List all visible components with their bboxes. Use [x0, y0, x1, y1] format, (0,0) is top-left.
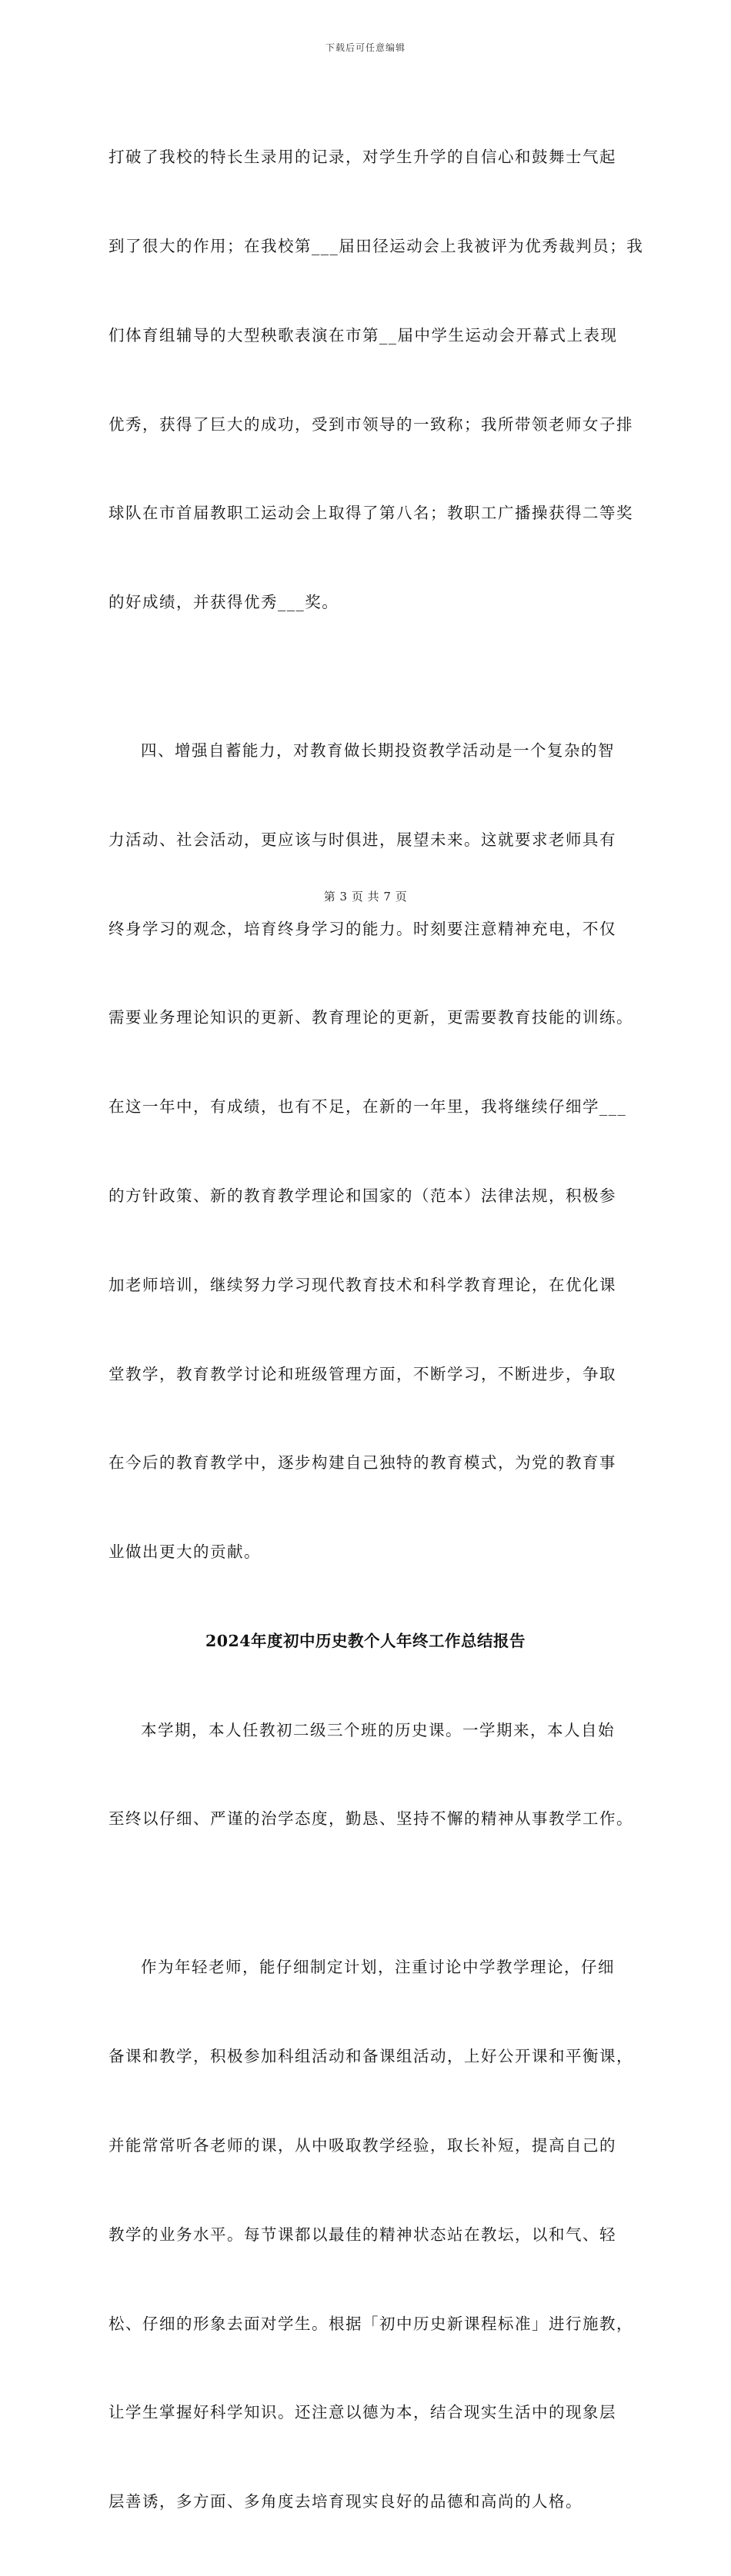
- document-body: [108, 83, 644, 2576]
- text-line: 到了很大的作用；在我校第___届田径运动会上我被评为优秀裁判员；我: [108, 236, 644, 255]
- text-line: 业做出更大的贡献。: [108, 1543, 261, 1562]
- text-line: 加老师培训，继续努力学习现代教育技术和科学教育理论，在优化课: [108, 1275, 616, 1294]
- text-line: 堂教学，教育教学讨论和班级管理方面，不断学习，不断进步，争取: [108, 1364, 616, 1383]
- text-line: 松、仔细的形象去面对学生。根据「初中历史新课程标准」进行施教，: [108, 2314, 633, 2333]
- text-line: 并能常常听各老师的课，从中吸取教学经验，取长补短，提高自己的: [108, 2135, 616, 2155]
- text-line: 教学的业务水平。每节课都以最佳的精神状态站在教坛，以和气、轻: [108, 2225, 616, 2244]
- text-line: 四、增强自蓄能力，对教育做长期投资教学活动是一个复杂的智: [141, 741, 615, 760]
- page-number: 第 3 页 共 7 页: [323, 890, 408, 904]
- paragraph-teaching: [108, 1893, 633, 2576]
- text-line: 优秀，获得了巨大的成功，受到市领导的一致称；我所带领老师女子排: [108, 414, 633, 434]
- section-heading: 2024年度初中历史教个人年终工作总结报告: [205, 1631, 526, 1650]
- text-line: 终身学习的观念，培育终身学习的能力。时刻要注意精神充电，不仅: [108, 919, 616, 938]
- text-line: 至终以仔细、严谨的治学态度，勤恳、坚持不懈的精神从事教学工作。: [108, 1809, 633, 1829]
- text-line: 在今后的教育教学中，逐步构建自己独特的教育模式，为党的教育事: [108, 1453, 616, 1473]
- paragraph-intro: [108, 1656, 633, 1893]
- paragraph-achievements: [108, 83, 644, 677]
- text-line: 让学生掌握好科学知识。还注意以德为本，结合现实生活中的现象层: [108, 2403, 616, 2422]
- text-line: 打破了我校的特长生录用的记录，对学生升学的自信心和鼓舞士气起: [108, 148, 616, 167]
- text-line: 球队在市首届教职工运动会上取得了第八名；教职工广播操获得二等奖: [108, 504, 633, 523]
- text-line: 本学期，本人任教初二级三个班的历史课。一学期来，本人自始: [141, 1720, 615, 1739]
- text-line: 们体育组辅导的大型秧歌表演在市第__届中学生运动会开幕式上表现: [108, 325, 618, 344]
- text-line: 在这一年中，有成绩，也有不足，在新的一年里，我将继续仔细学___: [108, 1097, 627, 1117]
- header-note: 下载后可任意编辑: [325, 42, 406, 53]
- paragraph-self-improvement: [108, 677, 633, 1626]
- text-line: 备课和教学，积极参加科组活动和备课组活动，上好公开课和平衡课，: [108, 2047, 633, 2066]
- text-line: 作为年轻老师，能仔细制定计划，注重讨论中学教学理论，仔细: [141, 1958, 615, 1977]
- text-line: 层善诱，多方面、多角度去培育现实良好的品德和高尚的人格。: [108, 2492, 582, 2511]
- text-line: 的好成绩，并获得优秀___奖。: [108, 593, 339, 612]
- text-line: 需要业务理论知识的更新、教育理论的更新，更需要教育技能的训练。: [108, 1008, 633, 1027]
- text-line: 力活动、社会活动，更应该与时俱进，展望未来。这就要求老师具有: [108, 830, 616, 849]
- text-line: 的方针政策、新的教育教学理论和国家的（范本）法律法规，积极参: [108, 1186, 616, 1205]
